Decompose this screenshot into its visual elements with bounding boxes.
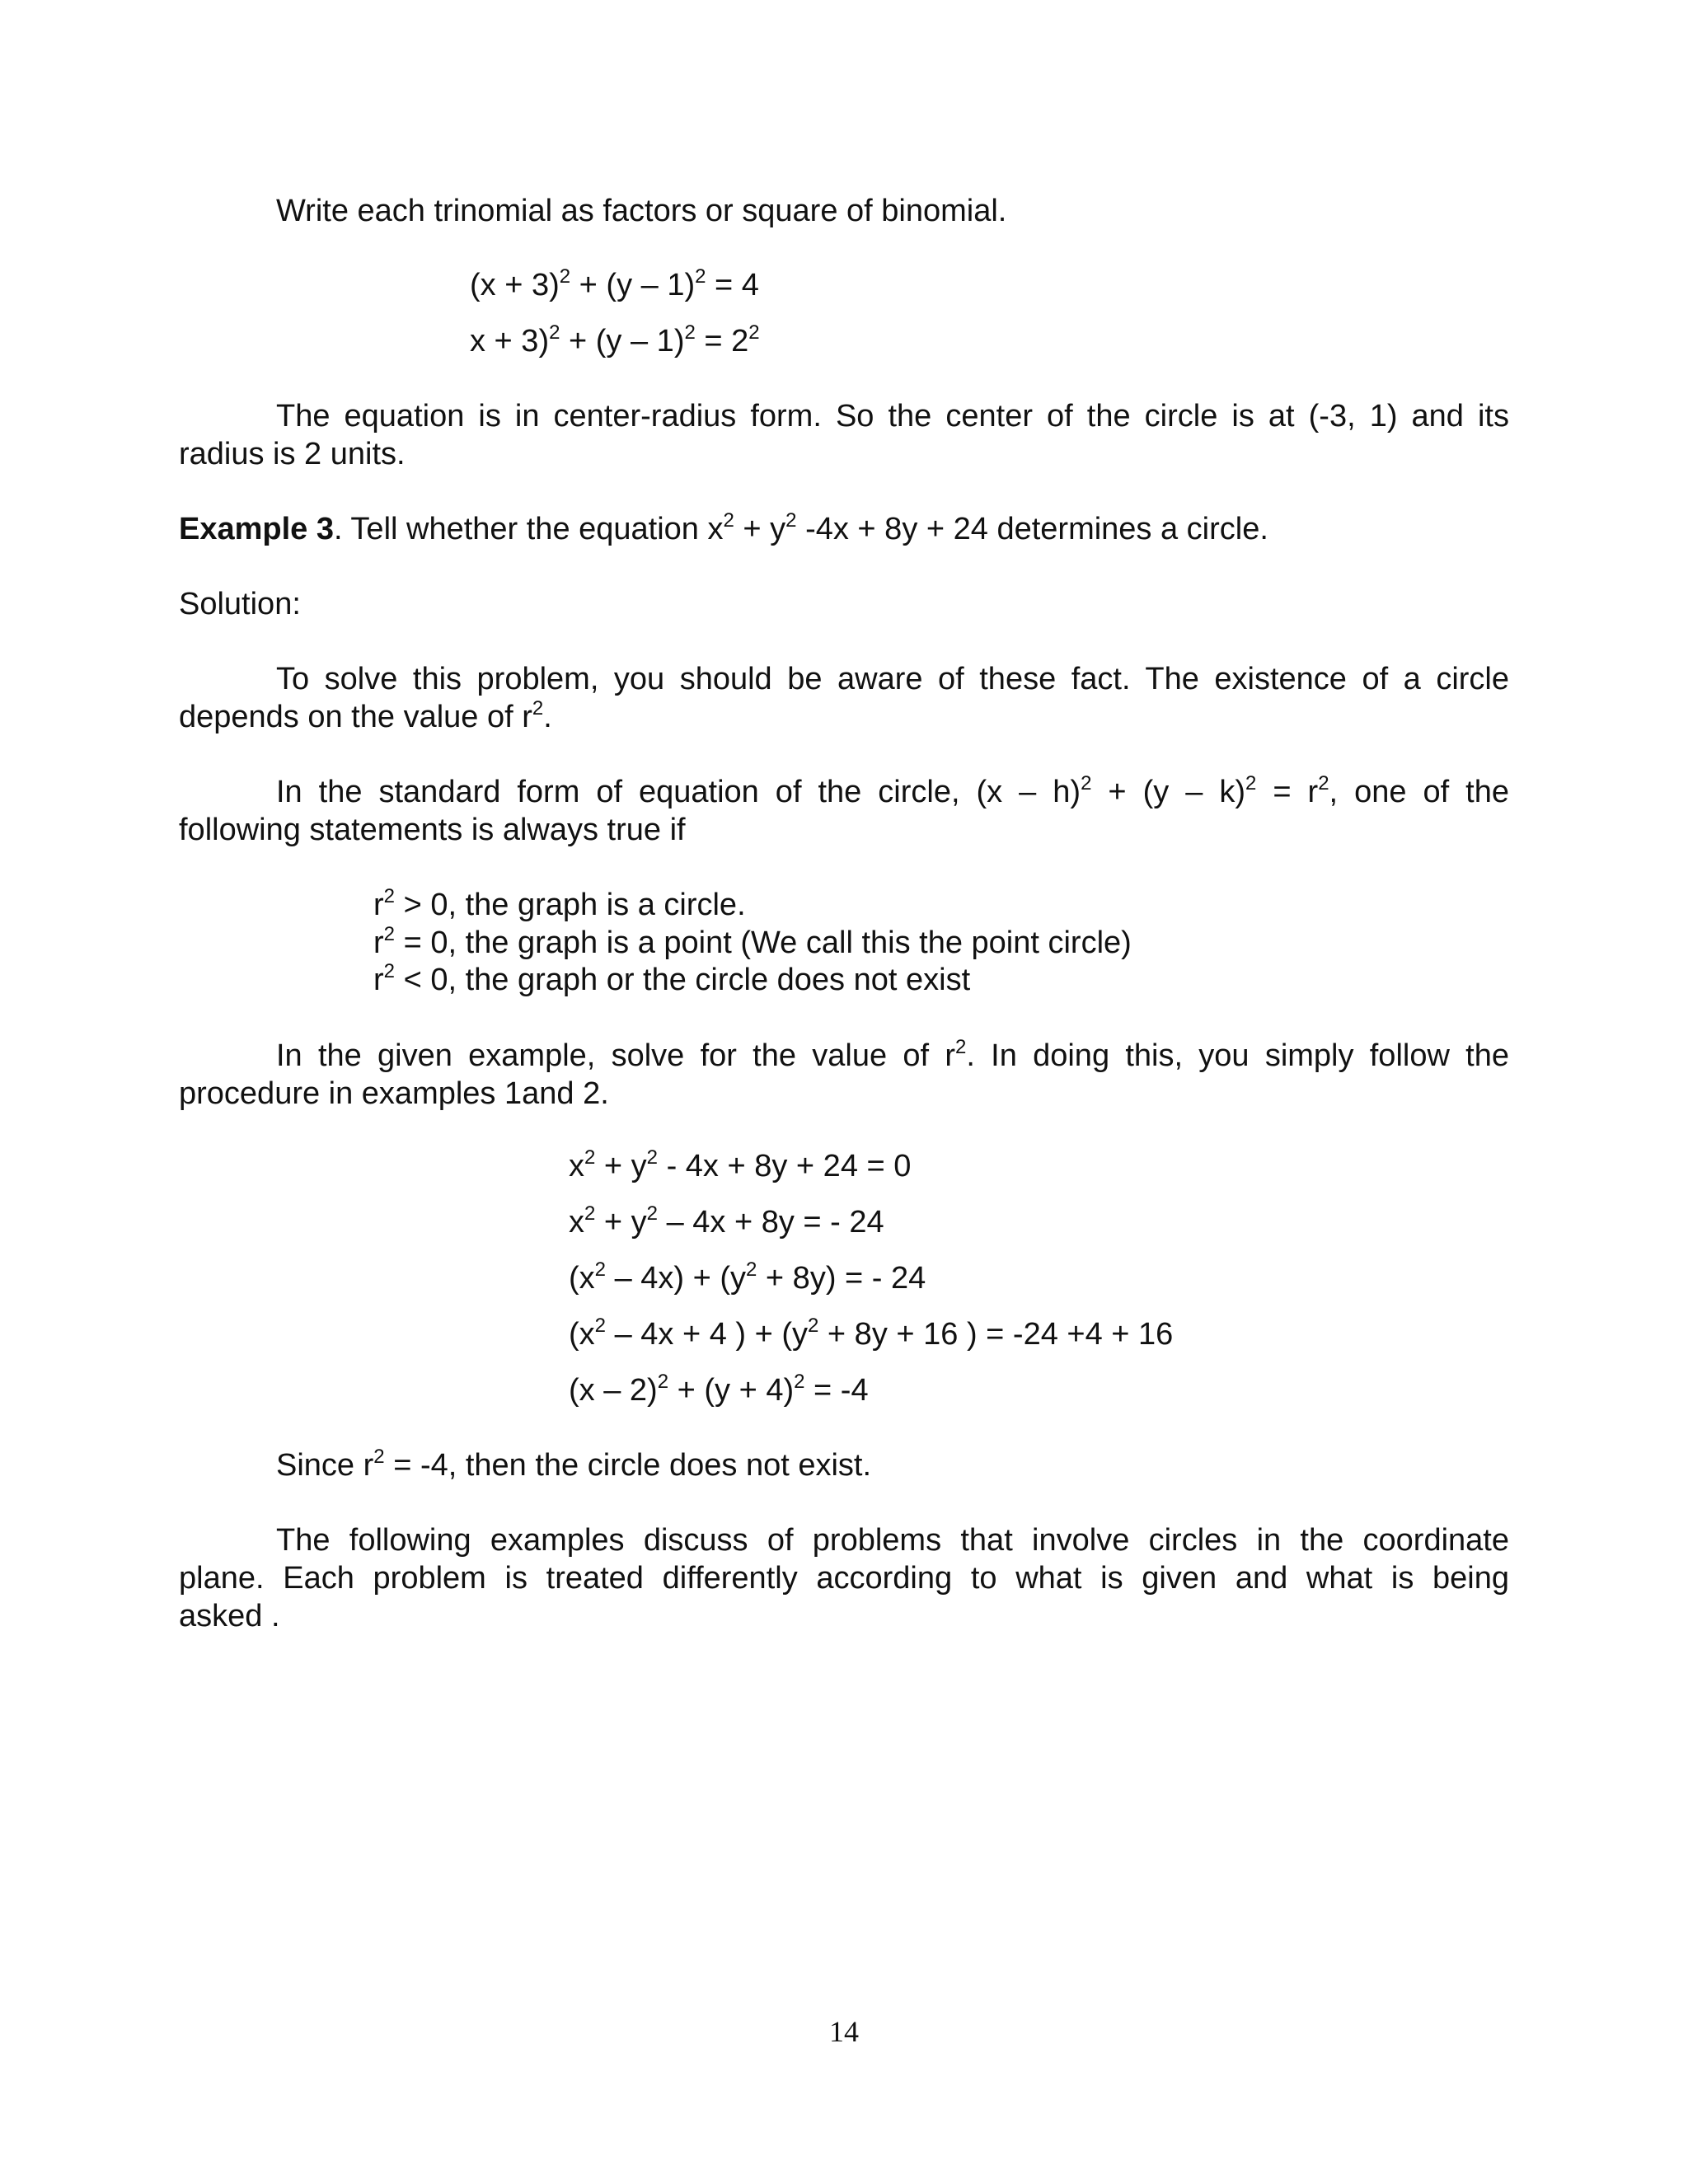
example-heading: Example 3. Tell whether the equation $x^2 + y^2$ -4x + 8y + 24 determines a circle. bbox=[179, 509, 1268, 546]
paragraph-line: The following examples discuss of problems that involve circles in the coordinate bbox=[276, 1523, 1509, 1558]
equation-line: $x + 3)^2 + (y - 1)^2 = 2^2$ bbox=[470, 321, 760, 359]
page-number: 14 bbox=[829, 2015, 859, 2048]
paragraph-line: In the standard form of equation of the circle, $(x - h)^2 + (y - k)^2 = r^2$, one of the bbox=[276, 772, 1509, 809]
paragraph-line: asked . bbox=[179, 1599, 280, 1633]
equation-line: $(x + 3)^2 + (y - 1)^2 = 4$ bbox=[470, 265, 759, 302]
conclusion-text: Since $r^2 = -4$, then the circle does not exist. bbox=[276, 1446, 872, 1483]
example-label: Example 3 bbox=[179, 512, 334, 546]
statement-item: $r^2 < 0$, the graph or the circle does not exist bbox=[373, 960, 971, 997]
paragraph-line: To solve this problem, you should be aware of these fact. The existence of a circle bbox=[276, 662, 1509, 696]
solution-label: Solution: bbox=[179, 587, 301, 621]
equation-step: $(x - 2)^2 + (y + 4)^2 = -4$ bbox=[569, 1371, 869, 1408]
equation-step: $x^2 + y^2 - 4x + 8y + 24 = 0$ bbox=[569, 1146, 912, 1183]
paragraph-line: following statements is always true if bbox=[179, 813, 686, 847]
equation-step: ($x^2 - 4x + 4$ ) + ($y^2 + 8y + 16$ ) = -24 +4 + 16 bbox=[569, 1315, 1174, 1352]
paragraph-line: plane. Each problem is treated differently according to what is given and what is being bbox=[179, 1561, 1509, 1596]
statement-item: $r^2 > 0$, the graph is a circle. bbox=[373, 885, 746, 922]
paragraph-line: procedure in examples 1and 2. bbox=[179, 1076, 609, 1111]
equation-step: $(x^2 - 4x) + (y^2 + 8y)$ = - 24 bbox=[569, 1258, 926, 1296]
paragraph-line: The equation is in center-radius form. So the center of the circle is at (-3, 1) and its bbox=[276, 399, 1509, 434]
instruction-text: Write each trinomial as factors or square of binomial. bbox=[276, 194, 1007, 228]
statement-item: $r^2 = 0$, the graph is a point (We call this the point circle) bbox=[373, 923, 1132, 960]
paragraph-line: In the given example, solve for the value of $r^2$. In doing this, you simply follow the bbox=[276, 1036, 1509, 1073]
paragraph-line: radius is 2 units. bbox=[179, 437, 406, 471]
equation-step: $x^2 + y^2 - 4x + 8y$ = - 24 bbox=[569, 1202, 884, 1240]
paragraph-line: depends on the value of $r^2$. bbox=[179, 697, 552, 734]
